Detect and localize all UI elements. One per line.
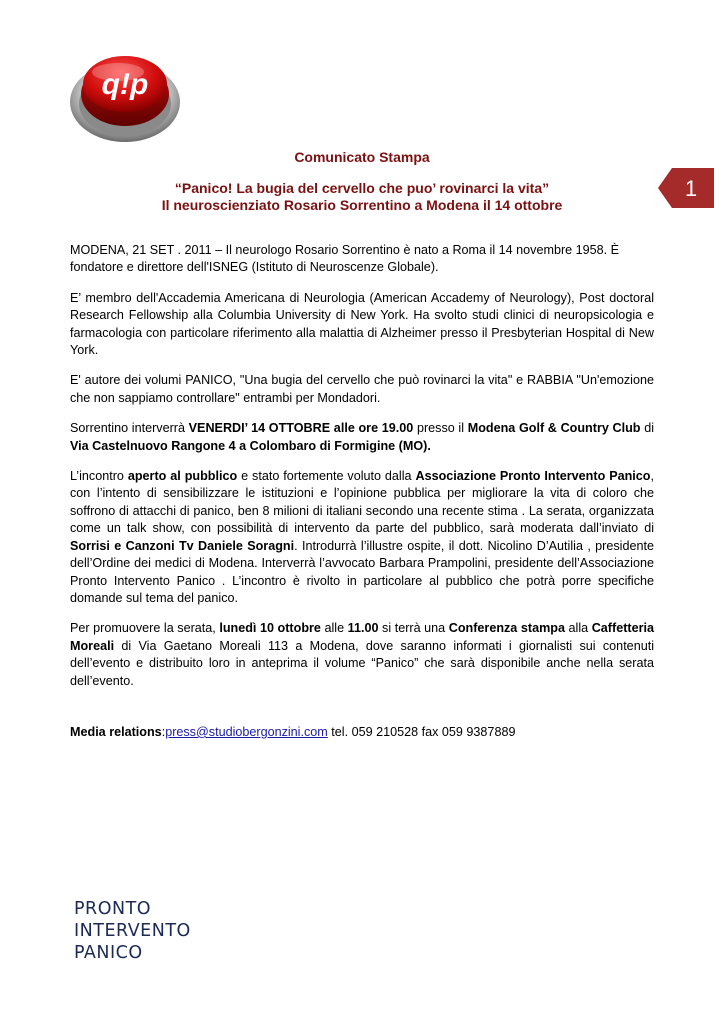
media-label: Media relations — [70, 724, 162, 739]
p5-text: , con l’intento di sensibilizzare le istituzioni e l’opinione pubblica per migliorare la vita di coloro che soffrono di attacchi di panico, ben 8 milioni di italiani secondo una recente stima . La serata, organizzata come un talk show, con possibilità di intervento da parte del pubblico, sarà moderata dall’inviato di — [70, 469, 654, 536]
logo-text: q!p — [101, 68, 149, 101]
comunicato-title: Comunicato Stampa — [294, 149, 430, 165]
paragraph-2: E’ membro dell'Accademia Americana di Neurologia (American Accademy of Neurology), Post doctoral Research Fellowship alla Columbia University di New York. Ha svolto studi clinici di neuropsicologia e farmacologia con particolare riferimento alla malattia di Alzheimer presso il Presbyterian Hospital di New York. — [70, 290, 654, 358]
subheadline: Il neuroscienziato Rosario Sorrentino a Modena il 14 ottobre — [161, 197, 563, 213]
body-text — [70, 242, 654, 754]
p4-text: Sorrentino interverrà — [70, 421, 189, 436]
p4-text: presso il — [413, 421, 468, 436]
qip-button-logo-icon — [68, 42, 183, 147]
p6-conference: Conferenza stampa — [448, 621, 565, 636]
p6-time: 11.00 — [347, 621, 379, 636]
p5-text: L’incontro — [70, 469, 128, 484]
p4-venue: Modena Golf & Country Club — [467, 421, 641, 436]
page-number-arrow-icon — [658, 168, 714, 208]
media-phone-fax: tel. 059 210528 fax 059 9387889 — [327, 724, 516, 739]
paragraph-1: MODENA, 21 SET . 2011 – Il neurologo Rosario Sorrentino è nato a Roma il 14 novembre 1958. È fondatore e direttore dell'ISNEG (Istituto di Neuroscenze Globale). — [70, 243, 620, 275]
p5-moderator: Sorrisi e Canzoni Tv Daniele Soragni — [70, 538, 295, 553]
p4-address: Via Castelnuovo Rangone 4 a Colombaro di Formigine (MO). — [70, 438, 431, 453]
p5-text: e stato fortemente voluto dalla — [237, 469, 416, 484]
p6-date: lunedì 10 ottobre — [219, 621, 321, 636]
footer-logo-line-3: PANICO — [74, 943, 143, 963]
p6-text: di Via Gaetano Moreali 113 a Modena, dove saranno informati i giornalisti sui contenuti dell’evento e distribuito loro in anteprima il volume “Panico” che sarà disponibile anche nella serata dell’evento. — [70, 638, 654, 688]
p5-bold: aperto al pubblico — [127, 469, 238, 484]
paragraph-4 — [70, 420, 654, 455]
title-block — [70, 148, 654, 214]
p4-text: di — [640, 421, 654, 436]
media-colon: : — [161, 724, 166, 739]
media-relations — [70, 724, 654, 741]
headline: “Panico! La bugia del cervello che puo’ rovinarci la vita” — [174, 180, 550, 196]
page-number: 1 — [684, 176, 698, 201]
footer-logo-line-2: INTERVENTO — [74, 921, 191, 941]
p6-text: alla — [564, 621, 592, 636]
p5-association: Associazione Pronto Intervento Panico — [415, 469, 651, 484]
p5-text: . Introdurrà l’illustre ospite, il dott. Nicolino D’Autilia , presidente dell’Ordine dei medici di Modena. Interverrà l’avvocato Barbara Prampolini, presidente dell’Associazione Pronto Intervento Panico . L’incontro è rivolto in particolare al pubblico che potrà porre specifiche domande sul tema del panico. — [70, 538, 654, 605]
p6-text: si terrà una — [378, 621, 449, 636]
p6-text: alle — [320, 621, 348, 636]
p6-venue: Caffetteria Moreali — [70, 621, 654, 653]
p4-date: VENERDI’ 14 OTTOBRE alle ore 19.00 — [188, 421, 414, 436]
footer-logo-line-1: PRONTO — [74, 899, 152, 919]
paragraph-5 — [70, 468, 654, 607]
pronto-intervento-panico-logo — [74, 898, 224, 964]
paragraph-3: E' autore dei volumi PANICO, "Una bugia del cervello che può rovinarci la vita" e RABBIA "Un'emozione che non sappiamo controllare" entrambi per Mondadori. — [70, 373, 654, 405]
p6-text: Per promuovere la serata, — [70, 621, 220, 636]
email-link[interactable]: press@studiobergonzini.com — [165, 724, 328, 739]
paragraph-6 — [70, 620, 654, 690]
